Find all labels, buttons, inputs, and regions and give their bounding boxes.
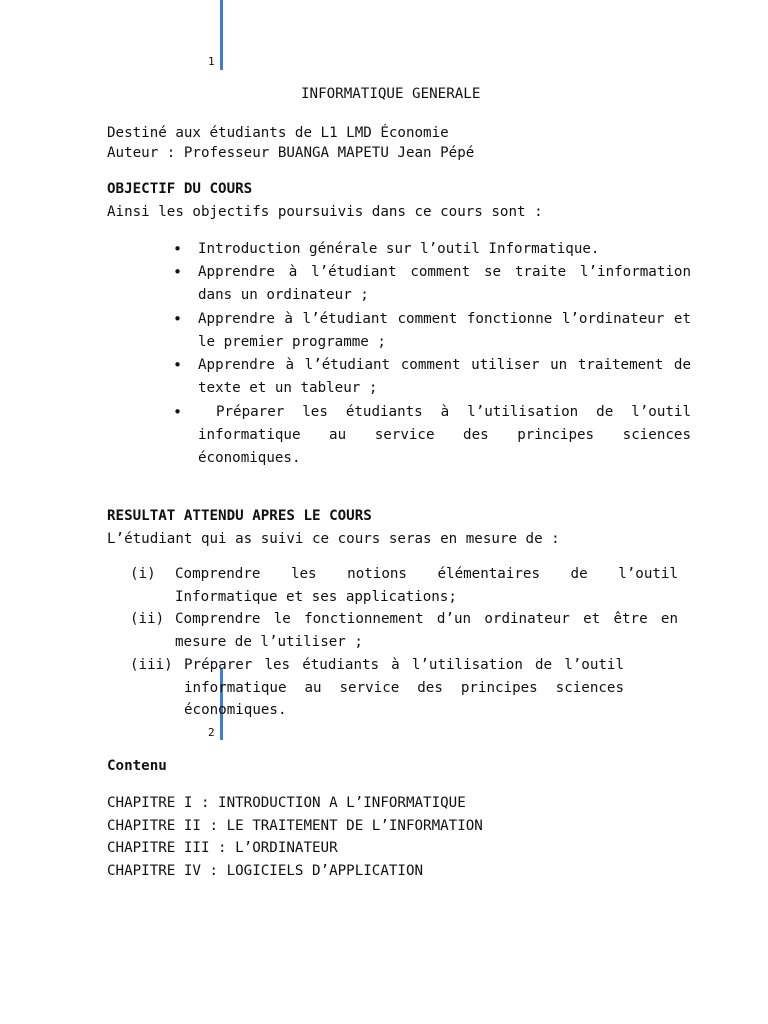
bullet-icon: • [173,310,183,328]
page-number: 1 [208,55,215,68]
objective-item: Préparer les étudiants à l’utilisation de l’outil informatique au service des principes sciences économiques. [198,404,700,467]
chapter-item: CHAPITRE III : L’ORDINATEUR [107,840,338,856]
list-numeral: (i) [130,566,156,582]
contents-heading: Contenu [107,758,167,774]
objective-item: Apprendre à l’étudiant comment fonctionne l’ordinateur et le premier programme ; [198,311,691,351]
author-line: Auteur : Professeur BUANGA MAPETU Jean Pépé [107,145,475,161]
bullet-icon: • [173,263,183,281]
audience-line: Destiné aux étudiants de L1 LMD Économie [107,125,449,141]
document-title: INFORMATIQUE GENERALE [301,86,481,102]
result-item: Préparer les étudiants à l’utilisation de l’outil informatique au service des principes sciences économiques. [184,657,624,718]
objective-item: Apprendre à l’étudiant comment se traite l’information dans un ordinateur ; [198,264,691,304]
chapter-item: CHAPITRE II : LE TRAITEMENT DE L’INFORMATION [107,818,483,834]
bullet-icon: • [173,240,183,258]
chapter-item: CHAPITRE IV : LOGICIELS D’APPLICATION [107,863,424,879]
chapter-item: CHAPITRE I : INTRODUCTION A L’INFORMATIQUE [107,795,466,811]
result-item: Comprendre les notions élémentaires de l’outil Informatique et ses applications; [175,566,678,605]
page-marker-line [220,0,223,70]
results-heading: RESULTAT ATTENDU APRES LE COURS [107,508,372,524]
bullet-icon: • [173,356,183,374]
results-lead: L’étudiant qui as suivi ce cours seras en mesure de : [107,531,560,547]
objectives-heading: OBJECTIF DU COURS [107,181,253,197]
bullet-icon: • [173,403,183,421]
objective-item: Apprendre à l’étudiant comment utiliser un traitement de texte et un tableur ; [198,357,691,397]
page-number: 2 [208,726,215,739]
list-numeral: (ii) [130,611,165,627]
result-item: Comprendre le fonctionnement d’un ordinateur et être en mesure de l’utiliser ; [175,611,678,650]
objective-item: Introduction générale sur l’outil Informatique. [198,241,600,257]
list-numeral: (iii) [130,657,173,673]
objectives-lead: Ainsi les objectifs poursuivis dans ce cours sont : [107,204,543,220]
